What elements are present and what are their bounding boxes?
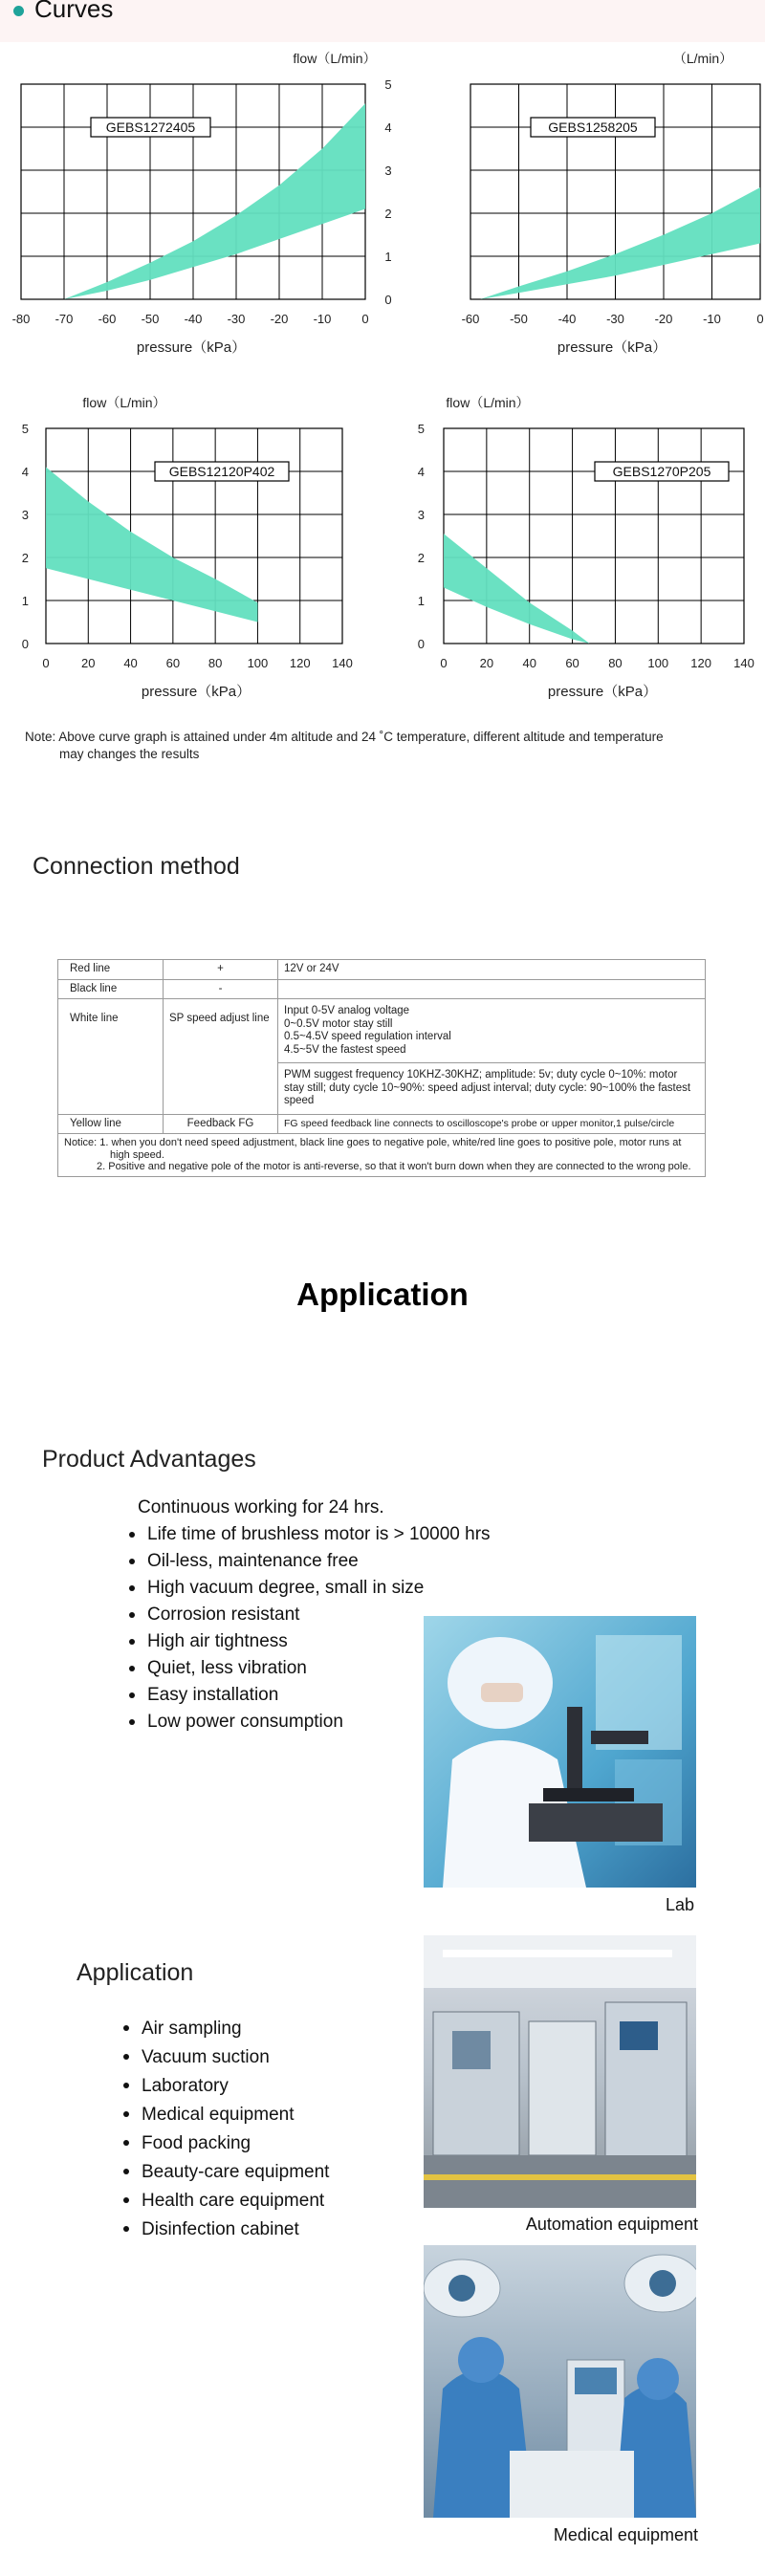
x-tick-label: 120 [690, 656, 711, 670]
wire-description-pwm: PWM suggest frequency 10KHZ-30KHZ; amplitude: 5v; duty cycle 0~10%: motor stay still; duty cycle 10~90%: speed adjust interval; duty cycle: 90~100% the fastest speed [278, 1063, 706, 1115]
y-tick-label: 1 [384, 250, 392, 264]
list-item: Life time of brushless motor is > 10000 hrs [126, 1521, 491, 1548]
flow-chart-gebs12120p402 [0, 390, 382, 715]
list-item: Corrosion resistant [126, 1602, 491, 1628]
x-tick-label: 100 [647, 656, 669, 670]
wire-symbol: + [164, 960, 278, 980]
y-tick-label: 4 [417, 465, 425, 479]
x-axis-label: pressure（kPa） [547, 684, 658, 700]
wire-name: Yellow line [58, 1114, 164, 1134]
wire-description: FG speed feedback line connects to oscilloscope's probe or upper monitor,1 pulse/circle [278, 1114, 706, 1134]
list-item: Health care equipment [120, 2187, 329, 2216]
x-tick-label: 60 [565, 656, 579, 670]
y-tick-label: 4 [21, 465, 29, 479]
x-tick-label: 20 [479, 656, 494, 670]
automation-caption: Automation equipment [525, 2215, 698, 2234]
list-item: Beauty-care equipment [120, 2158, 329, 2187]
desc-line: 0.5~4.5V speed regulation interval [284, 1031, 451, 1042]
desc-line: 4.5~5V the fastest speed [284, 1043, 406, 1056]
y-axis-label: flow（L/min） [293, 51, 377, 66]
x-tick-label: 120 [289, 656, 311, 670]
wire-description-analog [278, 999, 706, 1063]
list-item: Oil-less, maintenance free [126, 1548, 491, 1575]
y-tick-label: 1 [417, 594, 425, 608]
note-line-1: Note: Above curve graph is attained under 4m altitude and 24 ˚C temperature, different altitude and temperature [25, 730, 664, 744]
table-row-white [58, 999, 706, 1063]
x-tick-label: -10 [313, 312, 332, 326]
flow-chart-gebs1272405 [0, 46, 392, 371]
model-label: GEBS12120P402 [168, 464, 275, 479]
y-tick-label: 2 [417, 551, 425, 565]
x-tick-label: -40 [184, 312, 203, 326]
notice-1-cont: high speed. [110, 1148, 164, 1161]
connection-table [57, 959, 706, 1177]
y-tick-label: 3 [384, 164, 392, 178]
x-tick-label: 100 [247, 656, 269, 670]
wire-name: Red line [58, 960, 164, 980]
list-item: Vacuum suction [120, 2043, 329, 2072]
x-tick-label: 0 [756, 312, 764, 326]
curves-note [25, 729, 752, 763]
lab-caption: Lab [665, 1895, 694, 1914]
x-axis-label: pressure（kPa） [557, 339, 667, 356]
x-tick-label: -30 [227, 312, 246, 326]
x-tick-label: -60 [98, 312, 117, 326]
flow-chart-gebs1258205 [449, 46, 765, 371]
list-item: Quiet, less vibration [126, 1655, 491, 1682]
x-axis-label: pressure（kPa） [136, 339, 247, 356]
y-axis-label: （L/min） [672, 51, 733, 66]
list-item: Disinfection cabinet [120, 2216, 329, 2244]
medical-caption: Medical equipment [553, 2525, 698, 2544]
wire-symbol: SP speed adjust line [164, 999, 278, 1115]
x-tick-label: -50 [510, 312, 528, 326]
automation-photo [424, 1935, 696, 2208]
x-tick-label: 20 [81, 656, 96, 670]
x-axis-label: pressure（kPa） [141, 684, 251, 700]
notice-1: Notice: 1. when you don't need speed adjustment, black line goes to negative pole, white/red line goes to positive pole, motor runs at [64, 1137, 682, 1148]
table-row-red [58, 960, 706, 980]
list-item: Air sampling [120, 2015, 329, 2043]
list-item: Laboratory [120, 2072, 329, 2101]
list-item: Easy installation [126, 1682, 491, 1709]
y-tick-label: 2 [21, 551, 29, 565]
flow-chart-gebs1270p205 [402, 390, 765, 715]
x-tick-label: 140 [733, 656, 754, 670]
desc-line: 0~0.5V motor stay still [284, 1017, 393, 1030]
x-tick-label: -50 [141, 312, 160, 326]
table-row-yellow [58, 1114, 706, 1134]
desc-line: Input 0-5V analog voltage [284, 1005, 410, 1016]
table-row-notice [58, 1134, 706, 1177]
y-tick-label: 0 [384, 293, 392, 307]
bullet-dot-icon [13, 6, 24, 16]
model-label: GEBS1270P205 [612, 464, 711, 479]
notice-2: 2. Positive and negative pole of the motor is anti-reverse, so that it won't burn down when they are connected to the wrong pole. [97, 1161, 691, 1172]
wire-symbol: Feedback FG [164, 1114, 278, 1134]
y-axis-label: flow（L/min） [82, 395, 166, 410]
x-tick-label: -70 [55, 312, 74, 326]
note-line-2: may changes the results [59, 747, 200, 761]
y-tick-label: 5 [417, 422, 425, 436]
y-tick-label: 3 [21, 508, 29, 522]
wire-description: 12V or 24V [278, 960, 706, 980]
applications-title: Application [76, 1959, 194, 1986]
x-tick-label: 40 [522, 656, 536, 670]
x-tick-label: 0 [361, 312, 369, 326]
model-label: GEBS1272405 [105, 120, 196, 135]
y-tick-label: 3 [417, 508, 425, 522]
y-axis-label: flow（L/min） [446, 395, 530, 410]
wire-description [278, 979, 706, 999]
y-tick-label: 5 [21, 422, 29, 436]
list-item: Medical equipment [120, 2101, 329, 2129]
x-tick-label: 80 [208, 656, 223, 670]
curves-header [0, 0, 765, 42]
x-tick-label: -80 [11, 312, 31, 326]
x-tick-label: 0 [440, 656, 448, 670]
x-tick-label: 60 [165, 656, 181, 670]
x-tick-label: -20 [654, 312, 673, 326]
application-heading: Application [296, 1277, 469, 1312]
y-tick-label: 1 [21, 594, 29, 608]
y-tick-label: 5 [384, 77, 392, 92]
x-tick-label: -60 [461, 312, 480, 326]
x-tick-label: 40 [123, 656, 138, 670]
y-tick-label: 2 [384, 207, 392, 221]
list-item: High vacuum degree, small in size [126, 1575, 491, 1602]
advantages-title: Product Advantages [42, 1446, 256, 1473]
x-tick-label: -10 [703, 312, 721, 326]
x-tick-label: 80 [608, 656, 623, 670]
list-item: Low power consumption [126, 1709, 491, 1736]
y-tick-label: 0 [21, 637, 29, 651]
connection-notice [58, 1134, 706, 1177]
model-label: GEBS1258205 [548, 120, 638, 135]
x-tick-label: 0 [42, 656, 50, 670]
lab-photo [424, 1616, 696, 1888]
y-tick-label: 0 [417, 637, 425, 651]
x-tick-label: 140 [332, 656, 353, 670]
y-tick-label: 4 [384, 120, 392, 135]
wire-name: Black line [58, 979, 164, 999]
connection-title: Connection method [33, 853, 240, 880]
list-item: Continuous working for 24 hrs. [138, 1497, 384, 1517]
list-item: High air tightness [126, 1628, 491, 1655]
list-item: Food packing [120, 2129, 329, 2158]
medical-photo [424, 2245, 696, 2518]
wire-symbol: - [164, 979, 278, 999]
wire-name: White line [58, 999, 164, 1115]
table-row-black [58, 979, 706, 999]
x-tick-label: -30 [606, 312, 624, 326]
curves-title: Curves [34, 0, 114, 23]
x-tick-label: -40 [557, 312, 577, 326]
plot-area [444, 428, 744, 644]
applications-list [120, 2015, 329, 2244]
x-tick-label: -20 [270, 312, 289, 326]
